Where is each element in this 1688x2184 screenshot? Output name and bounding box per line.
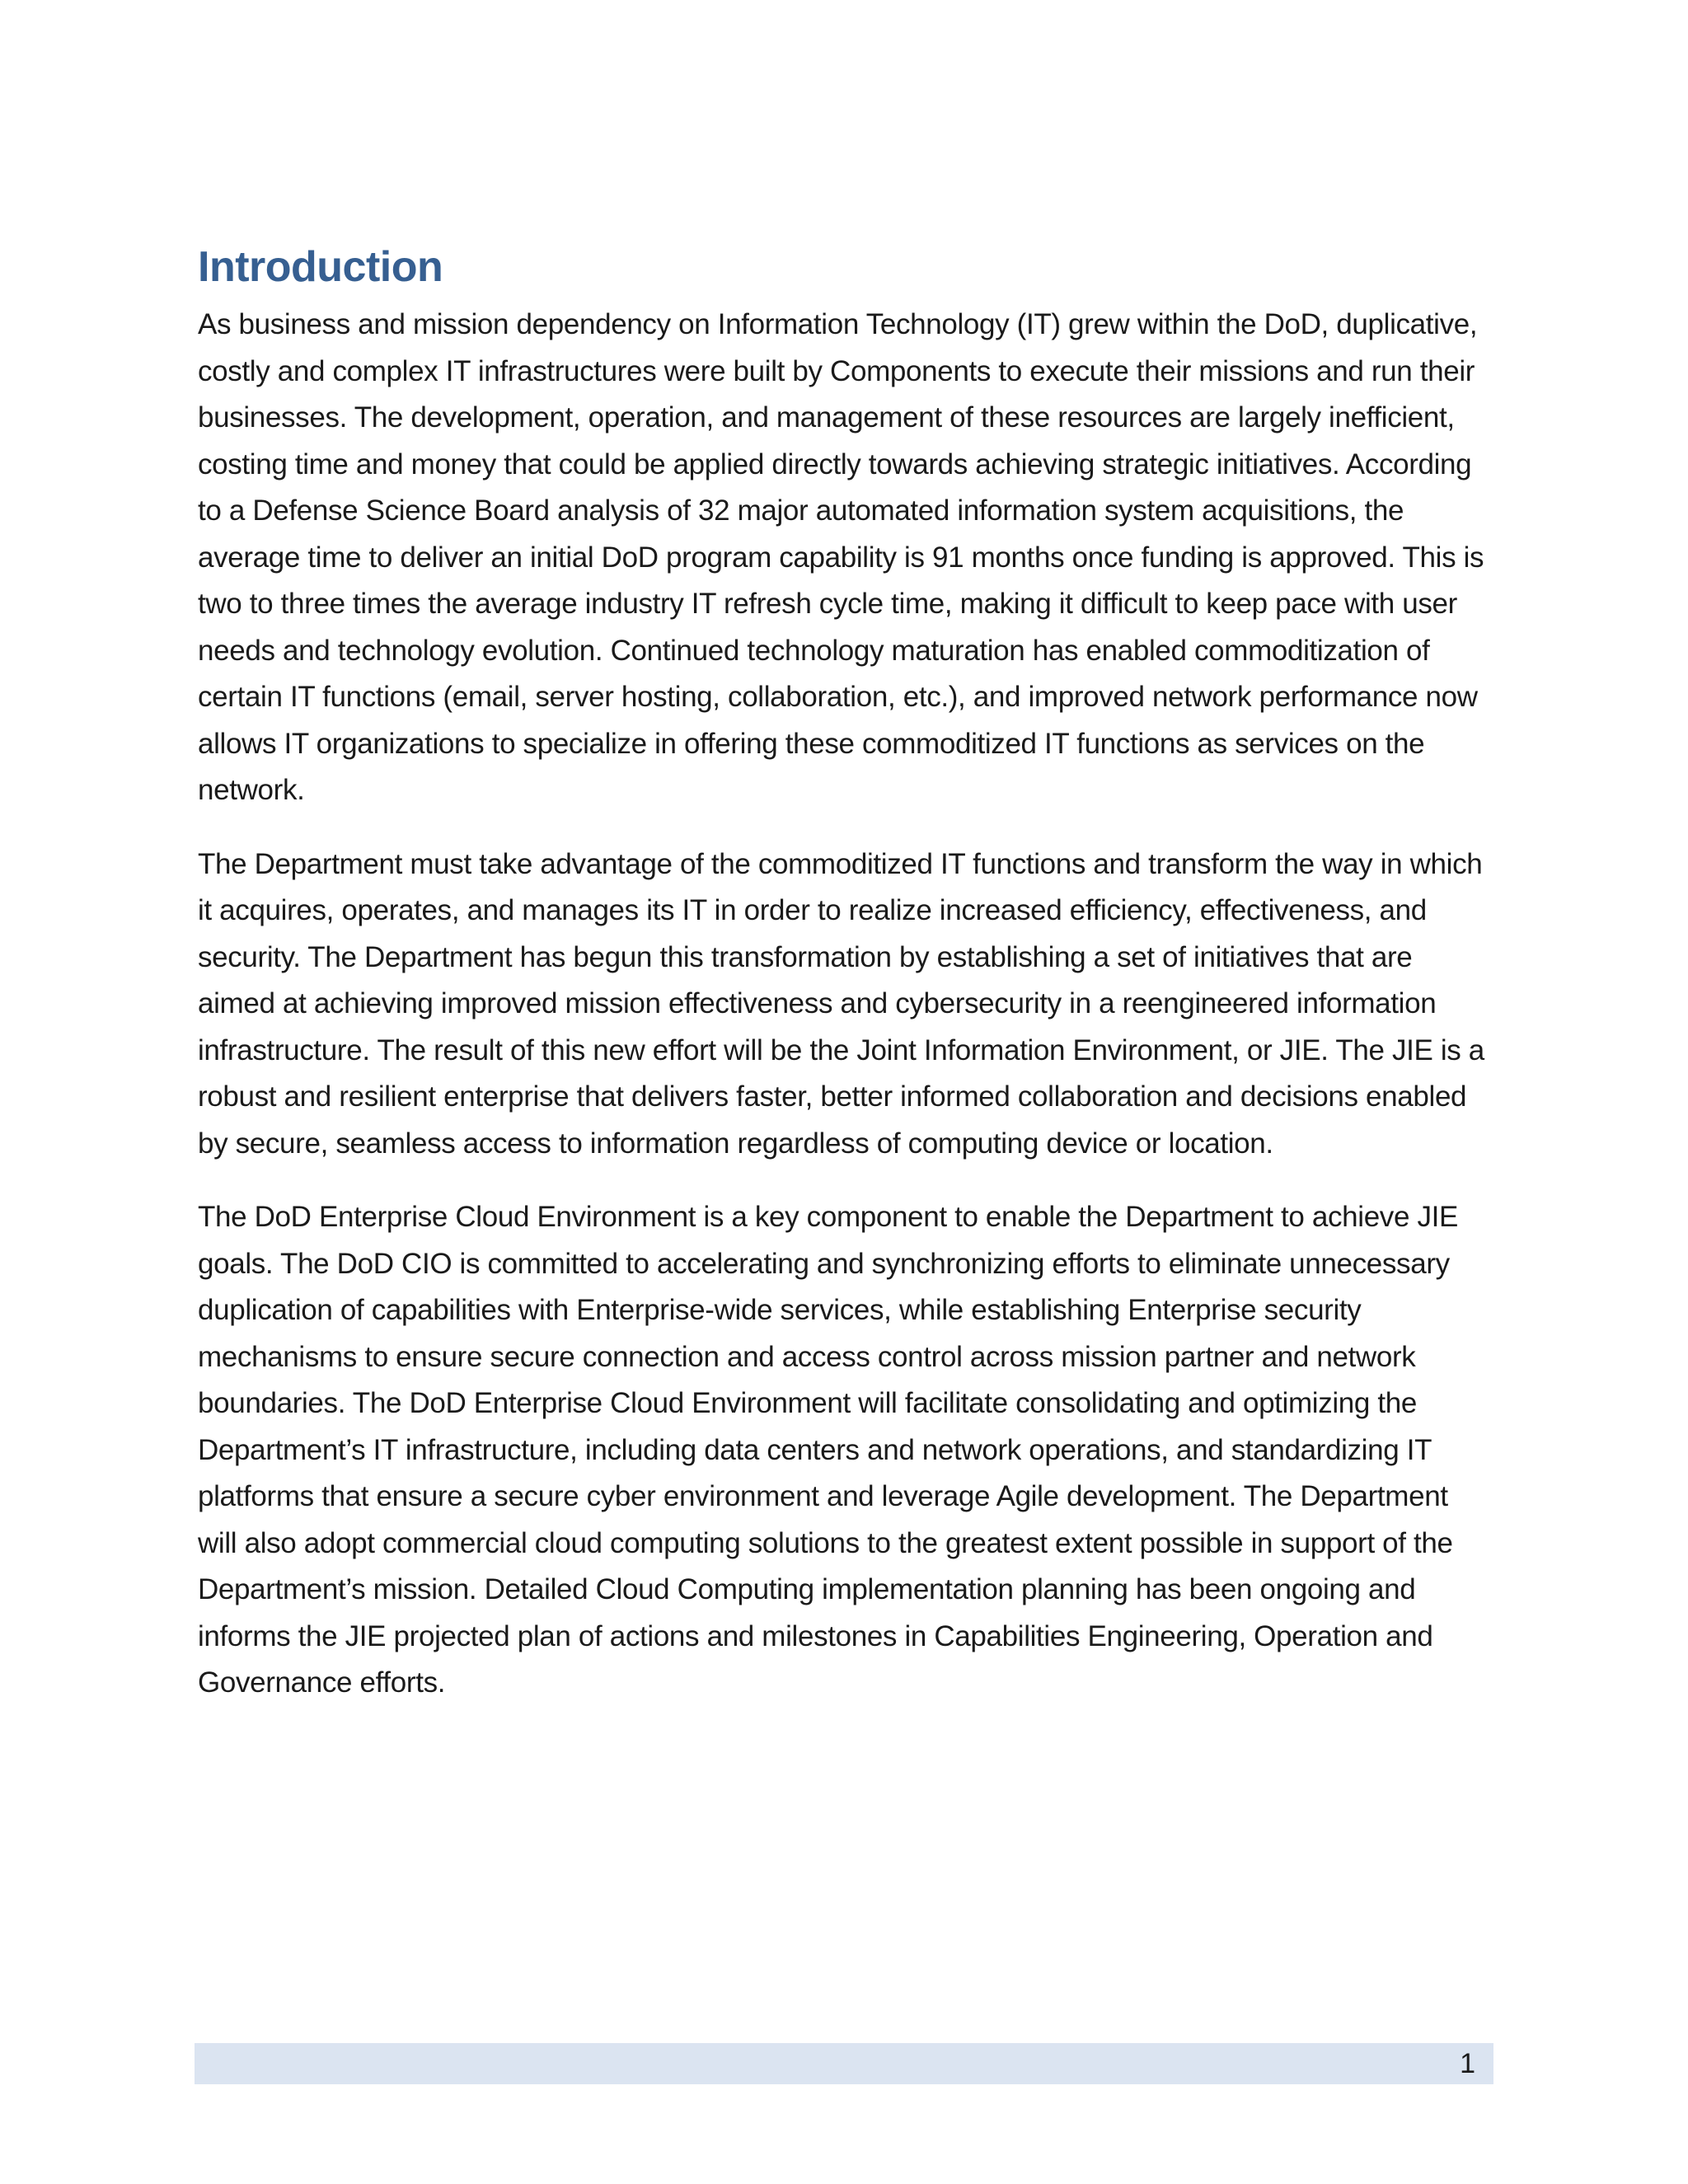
page-number: 1 [1460, 2048, 1475, 2079]
section-heading: Introduction [198, 243, 443, 291]
page-content [198, 241, 1493, 1734]
paragraph-2: The Department must take advantage of the commoditized IT functions and transform the way in which it acquires, operates, and manages its IT in order to realize increased efficiency, effectiveness, and security. The Department has begun this transformation by establishing a set of initiatives that are aimed at achieving improved mission effectiveness and cybersecurity in a reengineered information infrastructure. The result of this new effort will be the Joint Information Environment, or JIE. The JIE is a robust and resilient enterprise that delivers faster, better informed collaboration and decisions enabled by secure, seamless access to information regardless of computing device or location. [198, 847, 1484, 1160]
footer-bar [195, 2043, 1493, 2084]
paragraph-3: The DoD Enterprise Cloud Environment is a key component to enable the Department to achieve JIE goals. The DoD CIO is committed to accelerating and synchronizing efforts to eliminate unnecessary duplication of capabilities with Enterprise-wide services, while establishing Enterprise security mechanisms to ensure secure connection and access control across mission partner and network boundaries. The DoD Enterprise Cloud Environment will facilitate consolidating and optimizing the Department’s IT infrastructure, including data centers and network operations, and standardizing IT platforms that ensure a secure cyber environment and leverage Agile development. The Department will also adopt commercial cloud computing solutions to the greatest extent possible in support of the Department’s mission. Detailed Cloud Computing implementation planning has been ongoing and informs the JIE projected plan of actions and milestones in Capabilities Engineering, Operation and Governance efforts. [198, 1201, 1458, 1699]
paragraph-1: As business and mission dependency on Information Technology (IT) grew within the DoD, duplicative, costly and complex IT infrastructures were built by Components to execute their missions and run their businesses. The development, operation, and management of these resources are largely inefficient, costing time and money that could be applied directly towards achieving strategic initiatives. According to a Defense Science Board analysis of 32 major automated information system acquisitions, the average time to deliver an initial DoD program capability is 91 months once funding is approved. This is two to three times the average industry IT refresh cycle time, making it difficult to keep pace with user needs and technology evolution. Continued technology maturation has enabled commoditization of certain IT functions (email, server hosting, collaboration, etc.), and improved network performance now allows IT organizations to specialize in offering these commoditized IT functions as services on the network. [198, 308, 1484, 806]
